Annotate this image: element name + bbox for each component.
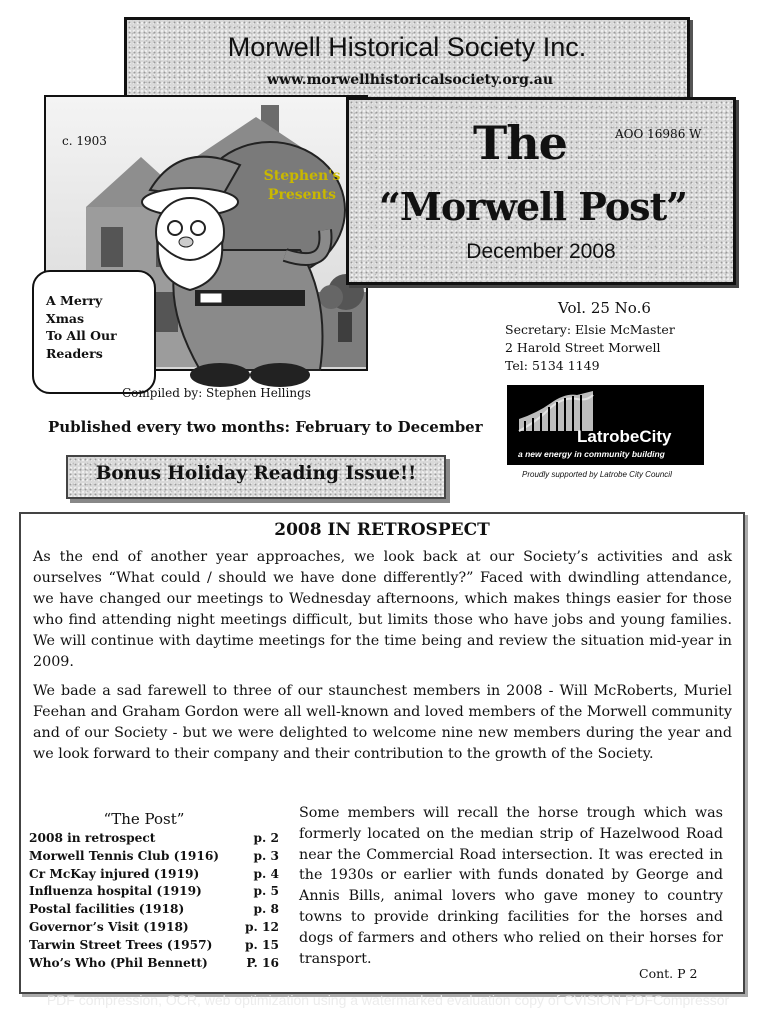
contents-item-page: p. 12 (245, 919, 279, 934)
aoo-number: AOO 16986 W (615, 127, 702, 141)
latrobe-city-logo (507, 385, 704, 465)
photo-year-caption: c. 1903 (62, 134, 107, 148)
contents-item-title: 2008 in retrospect (29, 831, 156, 845)
contents-item (29, 848, 279, 866)
contents-item (29, 830, 279, 848)
volume-number: Vol. 25 No.6 (558, 299, 651, 317)
contents-item-page: p. 3 (253, 848, 279, 863)
contents-item-title: Governor’s Visit (1918) (29, 919, 189, 934)
bonus-issue-text: Bonus Holiday Reading Issue!! (95, 463, 417, 484)
contents-item-title: Morwell Tennis Club (1916) (29, 848, 220, 863)
santa-sack-label: Stephen's Presents (263, 168, 341, 203)
contents-item-page: P. 16 (246, 955, 279, 970)
watermark: PDF compression, OCR, web optimization using a watermarked evaluation copy of CVISION PDFCompressor (46, 992, 730, 1008)
bonus-issue-banner (66, 455, 446, 499)
secretary-line: Tel: 5134 1149 (505, 358, 600, 373)
contents-list (29, 830, 279, 972)
masthead-the: The (473, 116, 567, 170)
article-heading: 2008 IN RETROSPECT (274, 520, 490, 540)
contents-item-page: p. 5 (253, 884, 279, 899)
contents-item (29, 955, 279, 973)
contents-item-page: p. 4 (253, 866, 279, 881)
article-box (19, 512, 745, 994)
issue-date: December 2008 (466, 240, 616, 263)
sponsor-support-note: Proudly supported by Latrobe City Council (522, 470, 672, 479)
masthead-title: “Morwell Post” (379, 184, 687, 229)
contents-item (29, 866, 279, 884)
contents-item (29, 919, 279, 937)
contents-item-page: p. 8 (253, 902, 279, 917)
contents-item (29, 901, 279, 919)
contents-item-page: p. 2 (253, 831, 279, 845)
post-masthead (346, 97, 736, 285)
latrobe-name: LatrobeCity (577, 427, 672, 446)
article-paragraph: Some members will recall the horse trough which was formerly located on the median strip of Hazelwood Road near the Commercial Road intersection. It was erected in the 1930s or earlier with funds donated by George and Annis Bills, animal lovers who gave money to country towns to provide drinking facilities for the horses and dogs of farmers and others who relied on their horses for transport. (299, 805, 723, 967)
speech-bubble-text: A Merry Xmas To All Our Readers (46, 293, 117, 361)
contents-item (29, 937, 279, 955)
contents-item-page: p. 15 (245, 937, 279, 952)
contents-item-title: Tarwin Street Trees (1957) (29, 937, 213, 952)
publication-frequency: Published every two months: February to December (48, 418, 483, 436)
contents-title: “The Post” (103, 810, 185, 828)
contents-item-title: Who’s Who (Phil Bennett) (29, 955, 208, 970)
article-paragraph: We bade a sad farewell to three of our staunchest members in 2008 - Will McRoberts, Muriel Feehan and Graham Gordon were all well-known and loved members of the Morwell community and of our Society - but we were delighted to welcome nine new members during the year and we look forward to their company and their contribution to the growth of the Society. (33, 683, 732, 762)
secretary-line: Secretary: Elsie McMaster (505, 322, 675, 337)
contents-item-title: Influenza hospital (1919) (29, 884, 202, 899)
contents-item-title: Cr McKay injured (1919) (29, 866, 200, 881)
latrobe-tagline: a new energy in community building (518, 449, 665, 459)
speech-bubble (32, 270, 156, 394)
contents-item (29, 883, 279, 901)
contents-item-title: Postal facilities (1918) (29, 902, 185, 917)
society-name: Morwell Historical Society Inc. (227, 32, 587, 62)
society-url[interactable]: www.morwellhistoricalsociety.org.au (267, 72, 554, 88)
title-banner (124, 17, 690, 101)
article-paragraph: As the end of another year approaches, we look back at our Society’s activities and ask ourselves “What could / should we have done differently?” Faced with dwindling attendance, we have changed our meetings to Wednesday afternoons, which makes things easier for those who find attending night meetings difficult, but limits those who have jobs and young families. We will continue with daytime meetings for the time being and review the situation mid-year in 2009. (33, 549, 732, 670)
compiled-by: Compiled by: Stephen Hellings (122, 386, 311, 400)
secretary-contact (505, 321, 675, 375)
continued-note: Cont. P 2 (639, 966, 698, 981)
secretary-line: 2 Harold Street Morwell (505, 340, 661, 355)
